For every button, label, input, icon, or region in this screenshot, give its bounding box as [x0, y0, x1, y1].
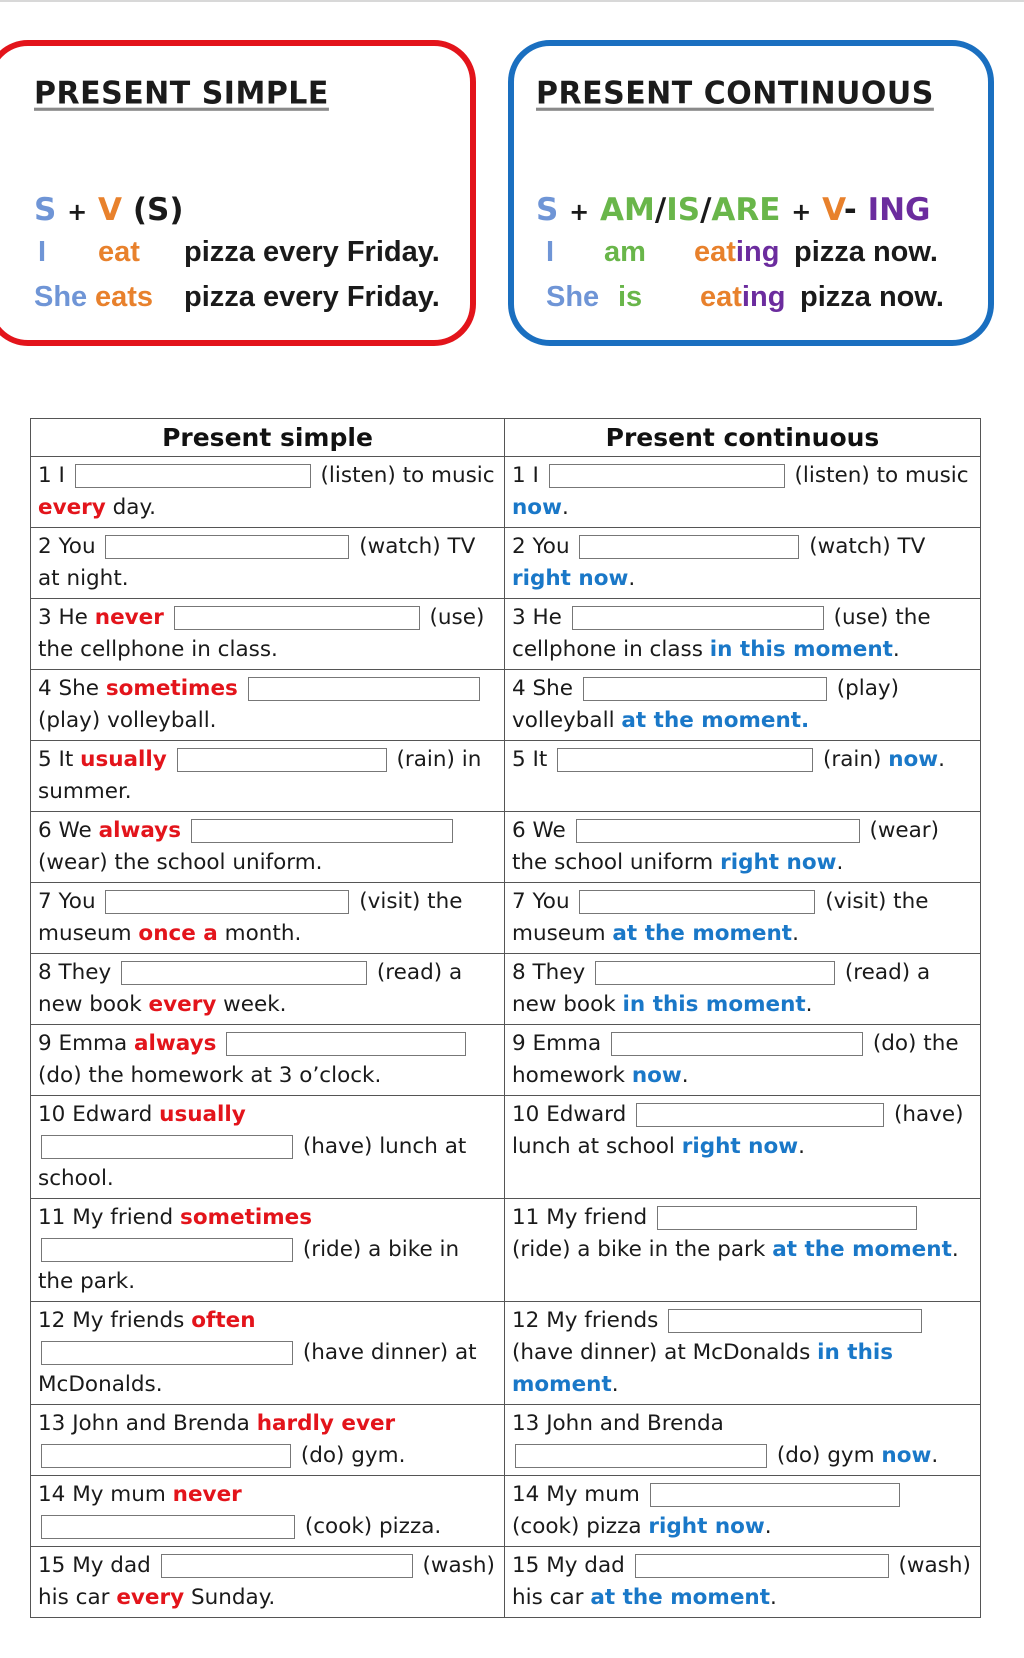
continuous-cell: 9 Emma (do) the homework now. — [505, 1025, 981, 1096]
simple-ex2-rest: pizza every Friday. — [184, 281, 440, 313]
table-row — [31, 1547, 981, 1618]
answer-blank[interactable] — [515, 1444, 767, 1468]
table-row — [31, 528, 981, 599]
header-present-continuous: Present continuous — [505, 419, 981, 457]
table-row — [31, 457, 981, 528]
answer-blank[interactable] — [595, 961, 835, 985]
table-row — [31, 812, 981, 883]
answer-blank[interactable] — [635, 1554, 889, 1578]
cont-ex2-subject: She — [546, 281, 600, 313]
continuous-cell: 12 My friends (have dinner) at McDonalds in this moment. — [505, 1302, 981, 1405]
simple-cell: 9 Emma always (do) the homework at 3 o’clock. — [31, 1025, 505, 1096]
present-continuous-box — [508, 40, 994, 346]
answer-blank[interactable] — [668, 1309, 922, 1333]
simple-cell: 10 Edward usually (have) lunch at school. — [31, 1096, 505, 1199]
answer-blank[interactable] — [191, 819, 453, 843]
simple-ex1-subject: I — [38, 236, 47, 268]
continuous-cell: 5 It (rain) now. — [505, 741, 981, 812]
formula-plus: + — [67, 198, 88, 226]
simple-cell: 14 My mum never (cook) pizza. — [31, 1476, 505, 1547]
cont-ex1-rest: pizza now. — [794, 236, 938, 268]
formula-v: V — [822, 192, 844, 228]
answer-blank[interactable] — [105, 535, 349, 559]
continuous-cell: 2 You (watch) TV right now. — [505, 528, 981, 599]
simple-ex1-rest: pizza every Friday. — [184, 236, 440, 268]
answer-blank[interactable] — [572, 606, 824, 630]
table-row — [31, 670, 981, 741]
continuous-cell: 7 You (visit) the museum at the moment. — [505, 883, 981, 954]
answer-blank[interactable] — [161, 1554, 413, 1578]
cont-ex1-subject: I — [546, 236, 555, 268]
table-row — [31, 883, 981, 954]
simple-cell: 6 We always (wear) the school uniform. — [31, 812, 505, 883]
table-row — [31, 599, 981, 670]
simple-cell: 12 My friends often (have dinner) at McDonalds. — [31, 1302, 505, 1405]
table-row — [31, 1405, 981, 1476]
answer-blank[interactable] — [41, 1341, 293, 1365]
cont-ex2-aux: is — [618, 281, 643, 313]
simple-cell: 3 He never (use) the cellphone in class. — [31, 599, 505, 670]
continuous-cell: 1 I (listen) to music now. — [505, 457, 981, 528]
answer-blank[interactable] — [75, 464, 311, 488]
continuous-cell: 3 He (use) the cellphone in class in this moment. — [505, 599, 981, 670]
simple-cell: 13 John and Brenda hardly ever (do) gym. — [31, 1405, 505, 1476]
answer-blank[interactable] — [174, 606, 420, 630]
answer-blank[interactable] — [177, 748, 387, 772]
table-row — [31, 1199, 981, 1302]
continuous-cell: 10 Edward (have) lunch at school right now. — [505, 1096, 981, 1199]
answer-blank[interactable] — [41, 1238, 293, 1262]
table-row — [31, 1476, 981, 1547]
simple-cell: 4 She sometimes (play) volleyball. — [31, 670, 505, 741]
formula-dash: - — [843, 192, 857, 228]
top-divider — [0, 0, 1024, 2]
table-row — [31, 1096, 981, 1199]
cont-ex1-aux: am — [604, 236, 646, 268]
answer-blank[interactable] — [248, 677, 480, 701]
present-simple-box — [0, 40, 476, 346]
table-header-row — [31, 419, 981, 457]
formula-slash: / — [700, 192, 712, 228]
answer-blank[interactable] — [650, 1483, 900, 1507]
formula-v: V — [98, 192, 123, 228]
simple-ex2-subject: She — [34, 281, 88, 313]
formula-are: ARE — [711, 192, 781, 228]
simple-cell: 8 They (read) a new book every week. — [31, 954, 505, 1025]
answer-blank[interactable] — [579, 535, 799, 559]
cont-ex2-verb: eating — [700, 281, 786, 313]
present-simple-formula — [34, 192, 184, 228]
formula-s-paren: (S) — [132, 192, 184, 228]
answer-blank[interactable] — [657, 1206, 917, 1230]
present-continuous-formula — [536, 192, 931, 228]
answer-blank[interactable] — [557, 748, 813, 772]
answer-blank[interactable] — [41, 1135, 293, 1159]
answer-blank[interactable] — [549, 464, 785, 488]
continuous-cell: 6 We (wear) the school uniform right now. — [505, 812, 981, 883]
simple-ex1-verb: eat — [98, 236, 140, 268]
answer-blank[interactable] — [41, 1444, 291, 1468]
answer-blank[interactable] — [226, 1032, 466, 1056]
answer-blank[interactable] — [579, 890, 815, 914]
simple-cell: 11 My friend sometimes (ride) a bike in the park. — [31, 1199, 505, 1302]
table-row — [31, 741, 981, 812]
simple-cell: 1 I (listen) to music every day. — [31, 457, 505, 528]
formula-ing: ING — [867, 192, 931, 228]
answer-blank[interactable] — [41, 1515, 295, 1539]
cont-ex1-verb: eating — [694, 236, 780, 268]
header-present-simple: Present simple — [31, 419, 505, 457]
answer-blank[interactable] — [105, 890, 349, 914]
simple-cell: 2 You (watch) TV at night. — [31, 528, 505, 599]
answer-blank[interactable] — [636, 1103, 884, 1127]
table-row — [31, 1302, 981, 1405]
continuous-cell: 8 They (read) a new book in this moment. — [505, 954, 981, 1025]
formula-am: AM — [600, 192, 655, 228]
simple-cell: 15 My dad (wash) his car every Sunday. — [31, 1547, 505, 1618]
table-row — [31, 954, 981, 1025]
continuous-cell: 13 John and Brenda (do) gym now. — [505, 1405, 981, 1476]
table-row — [31, 1025, 981, 1096]
formula-s: S — [34, 192, 57, 228]
continuous-cell: 11 My friend (ride) a bike in the park at the moment. — [505, 1199, 981, 1302]
formula-plus: + — [569, 198, 590, 226]
formula-s: S — [536, 192, 559, 228]
cont-ex2-rest: pizza now. — [800, 281, 944, 313]
answer-blank[interactable] — [611, 1032, 863, 1056]
continuous-cell: 4 She (play) volleyball at the moment. — [505, 670, 981, 741]
simple-cell: 5 It usually (rain) in summer. — [31, 741, 505, 812]
formula-slash: / — [654, 192, 667, 228]
answer-blank[interactable] — [583, 677, 827, 701]
answer-blank[interactable] — [576, 819, 860, 843]
present-simple-title: PRESENT SIMPLE — [34, 75, 329, 112]
simple-ex2-verb: eats — [95, 281, 154, 313]
formula-plus: + — [791, 198, 812, 226]
simple-cell: 7 You (visit) the museum once a month. — [31, 883, 505, 954]
continuous-cell: 15 My dad (wash) his car at the moment. — [505, 1547, 981, 1618]
present-continuous-title: PRESENT CONTINUOUS — [536, 75, 934, 112]
exercise-table — [30, 418, 981, 1618]
formula-is: IS — [666, 192, 701, 228]
continuous-cell: 14 My mum (cook) pizza right now. — [505, 1476, 981, 1547]
answer-blank[interactable] — [121, 961, 367, 985]
